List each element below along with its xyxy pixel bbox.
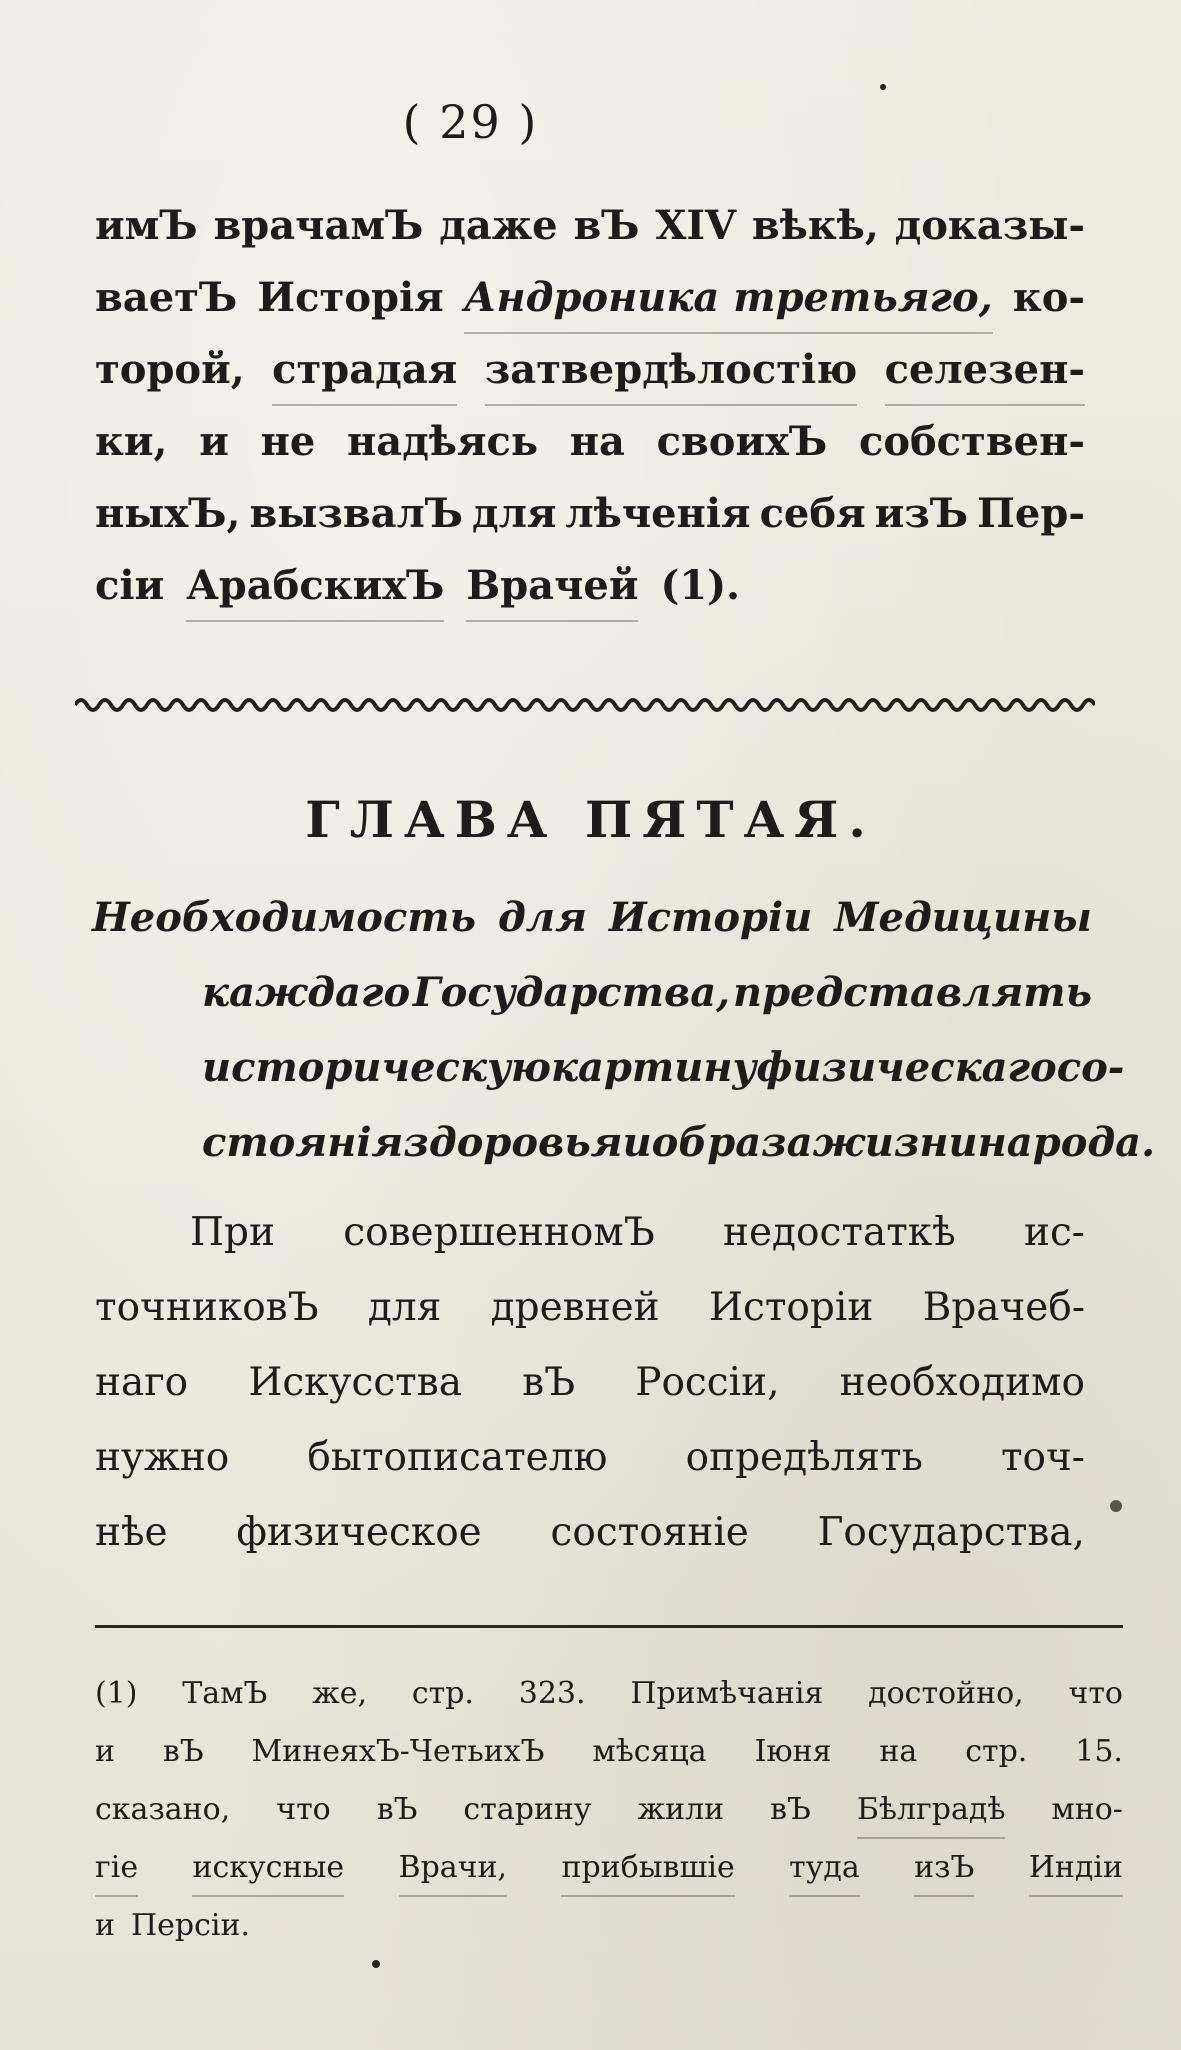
word: необходимо	[839, 1360, 1085, 1405]
word: 323.	[518, 1676, 586, 1711]
word: что	[1068, 1676, 1123, 1711]
word: ТамЪ	[182, 1676, 268, 1711]
word: опредѣлять	[685, 1435, 923, 1480]
word: стр.	[411, 1676, 474, 1711]
word: и	[95, 1734, 115, 1769]
ornamental-divider	[75, 690, 1095, 720]
chapter-title: ГЛАВА ПЯТАЯ.	[305, 790, 876, 849]
word: изЪ	[874, 490, 969, 537]
word: Государства,	[413, 969, 731, 1016]
word: Исторія	[257, 274, 444, 321]
word: Государства,	[817, 1510, 1085, 1555]
word: имЪ	[95, 202, 198, 249]
chapter-summary	[92, 880, 1156, 1180]
word: для	[497, 894, 587, 941]
word: наго	[95, 1360, 189, 1405]
word: сказано,	[95, 1792, 231, 1827]
word: бытописателю	[307, 1435, 608, 1480]
word: вЪ	[376, 1792, 418, 1827]
word: прибывшіе	[561, 1839, 734, 1897]
ink-speck	[1110, 1500, 1122, 1512]
footnote-ref: (1).	[660, 562, 741, 609]
word: Персіи.	[131, 1908, 251, 1943]
word: жили	[637, 1792, 725, 1827]
text-line-5	[95, 478, 1085, 550]
footnote-line-1	[95, 1665, 1123, 1723]
word: Іюня	[754, 1734, 832, 1769]
word: каждаго	[202, 969, 411, 1016]
word: туда	[789, 1839, 860, 1897]
footnote-separator	[95, 1625, 1123, 1628]
word: При	[190, 1210, 275, 1255]
word: даже	[439, 202, 558, 249]
word: надѣясь	[347, 418, 539, 465]
summary-line-3	[92, 1030, 1125, 1105]
word: картину	[550, 1044, 757, 1091]
word: жизни	[812, 1119, 978, 1166]
word: нужно	[95, 1435, 230, 1480]
word: лѣченія	[565, 490, 751, 537]
word: Бѣлградѣ	[857, 1781, 1006, 1839]
text-line-1	[95, 190, 1085, 262]
continuation-paragraph	[95, 190, 1085, 622]
word: селезен-	[885, 334, 1085, 406]
word: Врачей	[466, 550, 638, 622]
word: Индіи	[1029, 1839, 1123, 1897]
word: вѣкѣ,	[751, 202, 879, 249]
word: со-	[1056, 1044, 1125, 1091]
word: сіи	[95, 562, 165, 609]
word: историческую	[202, 1044, 551, 1091]
word: ко-	[1012, 274, 1085, 321]
italic-name: Андроника третьяго,	[464, 262, 993, 334]
word: Исторіи	[708, 1285, 874, 1330]
word: Необходимость	[92, 894, 477, 941]
word: Пер-	[977, 490, 1085, 537]
word: для	[472, 490, 557, 537]
word: стр.	[965, 1734, 1028, 1769]
word: на	[569, 418, 625, 465]
word: искусные	[192, 1839, 344, 1897]
word: не	[260, 418, 316, 465]
page-number: ( 29 )	[402, 95, 539, 149]
paragraph-line-2	[95, 1270, 1085, 1345]
word: вЪ	[162, 1734, 204, 1769]
word: представлять	[732, 969, 1092, 1016]
word: ис-	[1023, 1210, 1085, 1255]
word: изЪ	[914, 1839, 974, 1897]
word: 15.	[1075, 1734, 1123, 1769]
main-paragraph	[95, 1195, 1085, 1570]
word: совершенномЪ	[343, 1210, 655, 1255]
word: и	[622, 1119, 652, 1166]
word: вЪ	[770, 1792, 811, 1827]
word: (1)	[95, 1676, 138, 1711]
word: же,	[312, 1676, 368, 1711]
word: и	[95, 1908, 115, 1943]
word: АрабскихЪ	[186, 550, 444, 622]
word: недостаткѣ	[722, 1210, 956, 1255]
footnote-line-5	[95, 1897, 1123, 1955]
word: затвердѣлостію	[485, 334, 857, 406]
word: образа	[651, 1119, 813, 1166]
word: состояніе	[550, 1510, 749, 1555]
footnote-line-3	[95, 1781, 1123, 1839]
word: доказы-	[894, 202, 1085, 249]
summary-line-1	[92, 880, 1092, 955]
summary-line-2	[92, 955, 1092, 1030]
word: стоянія	[202, 1119, 404, 1166]
word: достойно,	[868, 1676, 1024, 1711]
word: физическаго	[756, 1044, 1057, 1091]
paragraph-line-4	[95, 1420, 1085, 1495]
word: нѣе	[95, 1510, 168, 1555]
ink-speck	[880, 84, 886, 90]
word: XIV	[655, 202, 737, 249]
word: торой,	[95, 346, 245, 393]
word: ки,	[95, 418, 168, 465]
word: Медицины	[834, 894, 1092, 941]
word: физическое	[236, 1510, 482, 1555]
word: МинеяхЪ-ЧетьихЪ	[251, 1734, 545, 1769]
word: и	[199, 418, 229, 465]
word: что	[276, 1792, 331, 1827]
word: Врачеб-	[922, 1285, 1085, 1330]
paragraph-line-3	[95, 1345, 1085, 1420]
word: ваетЪ	[95, 274, 238, 321]
text-line-6	[95, 550, 1085, 622]
word: гіе	[95, 1839, 138, 1897]
word: точ-	[1000, 1435, 1085, 1480]
paragraph-line-1	[95, 1195, 1085, 1270]
word: для	[367, 1285, 442, 1330]
word: Исторіи	[608, 894, 813, 941]
ink-speck	[372, 1960, 380, 1968]
word: древней	[490, 1285, 660, 1330]
text-line-3	[95, 334, 1085, 406]
word: страдая	[272, 334, 457, 406]
word: вЪ	[573, 202, 640, 249]
word: старину	[463, 1792, 592, 1827]
word: здоровья	[403, 1119, 623, 1166]
word: собствен-	[858, 418, 1085, 465]
word: народа.	[977, 1119, 1156, 1166]
word: вызвалЪ	[249, 490, 464, 537]
paragraph-line-5	[95, 1495, 1085, 1570]
word: Россіи,	[635, 1360, 780, 1405]
word: себя	[759, 490, 866, 537]
summary-line-4	[92, 1105, 1156, 1180]
word: врачамЪ	[213, 202, 424, 249]
word: мѣсяца	[592, 1734, 707, 1769]
word: на	[879, 1734, 918, 1769]
footnote-line-4	[95, 1839, 1123, 1897]
word: вЪ	[522, 1360, 576, 1405]
word: ныхЪ,	[95, 490, 241, 537]
footnote-line-2	[95, 1723, 1123, 1781]
word: мно-	[1051, 1792, 1123, 1827]
footnote	[95, 1665, 1123, 1955]
word: точниковЪ	[95, 1285, 319, 1330]
word: Примѣчанія	[630, 1676, 824, 1711]
word: своихЪ	[656, 418, 828, 465]
text-line-4	[95, 406, 1085, 478]
word: Искусства	[248, 1360, 462, 1405]
text-line-2	[95, 262, 1085, 334]
word: Врачи,	[399, 1839, 508, 1897]
